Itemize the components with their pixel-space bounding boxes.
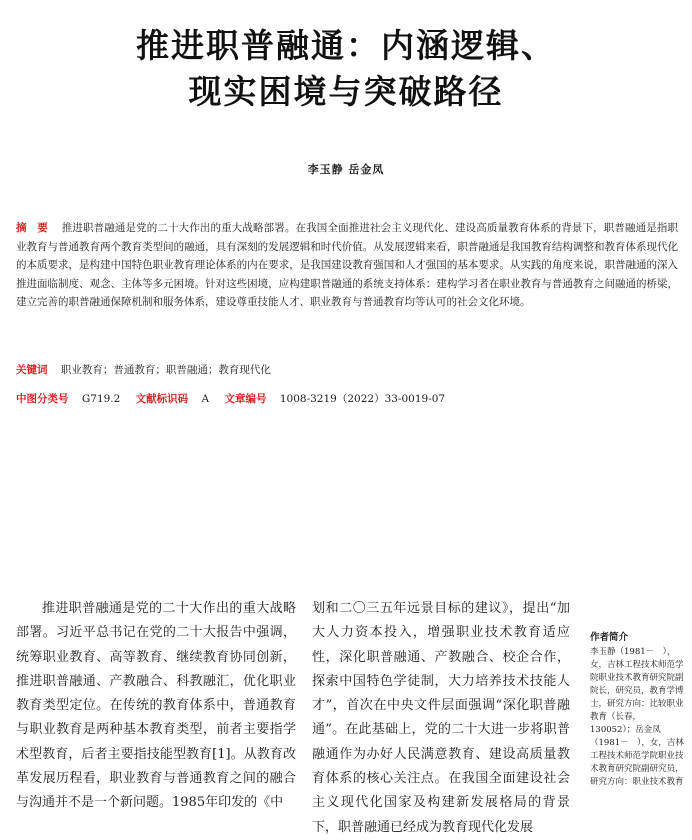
abstract-block [16,219,678,312]
doc-code-label: 文献标识码 [135,393,189,405]
abstract-text: 推进职普融通是党的二十大作出的重大战略部署。在我国全面推进社会主义现代化、建设高质量教育体系的背景下，职普融通是指职业教育与普通教育两个教育类型间的融通，具有深刻的发展逻辑和时代价值。从发展逻辑来看，职普融通是我国教育结构调整和教育体系现代化的本质要求，是构建中国特色职业教育理论体系的内在要求，是我国建设教育强国和人才强国的基本要求。从实践的角度来说，职普融通的深入推进面临制度、观念、主体等多元困境。针对这些困境，应构建职普融通的系统支持体系：建构学习者在职业教育与普通教育之间融通的桥梁，建立完善的职普融通保障机制和服务体系，建设尊重技能人才、职业教育与普通教育均等认可的社会文化环境。 [16,222,678,309]
keywords-block [16,362,678,377]
keywords-label: 关键词 [16,364,48,376]
body-column-1: 推进职普融通是党的二十大作出的重大战略部署。习近平总书记在党的二十大报告中强调，统筹职业教育、高等教育、继续教育协同创新，推进职普融通、产教融合、科教融汇，优化职业教育类型定位。在传统的教育体系中，普通教育与职业教育是两种基本教育类型，前者主要指学术型教育，后者主要指技能型教育[1]。从教育改革发展历程看，职业教育与普通教育之间的融合与沟通并不是一个新问题。1985年印发的《中 [16,601,296,811]
clc-label: 中图分类号 [16,393,69,405]
clc-value: G719.2 [81,393,121,405]
author-names: 李玉静 岳金凤 [307,163,385,176]
classification-line [16,391,678,406]
doc-code-value: A [201,393,210,405]
author-bio-text: 李玉静（1981－ ），女，吉林工程技术师范学院职业技术教育研究院副院长，研究员，教育学博士，研究方向：比较职业教育（长春，130052）；岳金凤（1981－ ），女，吉林工程技术师范学院职业技术教育研究院副研究员，研究方向：职业技术教育 [590,647,684,787]
keywords-text: 职业教育；普通教育；职普融通；教育现代化 [60,364,271,376]
paper-title-line-2: 现实困境与突破路径 [188,72,504,111]
article-number-label: 文章编号 [224,393,267,405]
article-number-value: 1008-3219（2022）33-0019-07 [279,393,446,405]
body-column-2: 划和二〇三五年远景目标的建议》，提出“加大人力资本投入，增强职业技术教育适应性，深化职普融通、产教融合、校企合作，探索中国特色学徒制，大力培养技术技能人才”，首次在中央文件层面强调“深化职普融通”。在此基础上，党的二十大进一步将职普融通作为办好人民满意教育、建设高质量教育体系的核心关注点。在我国全面建设社会主义现代化国家及构建新发展格局的背景下，职普融通已经成为教育现代化发展 [312,601,570,835]
author-bio-sidebar [590,631,686,789]
author-bio-label: 作者简介 [590,632,629,643]
abstract-label: 摘 要 [16,222,48,234]
paper-title-line-1: 推进职普融通：内涵逻辑、 [136,26,556,65]
